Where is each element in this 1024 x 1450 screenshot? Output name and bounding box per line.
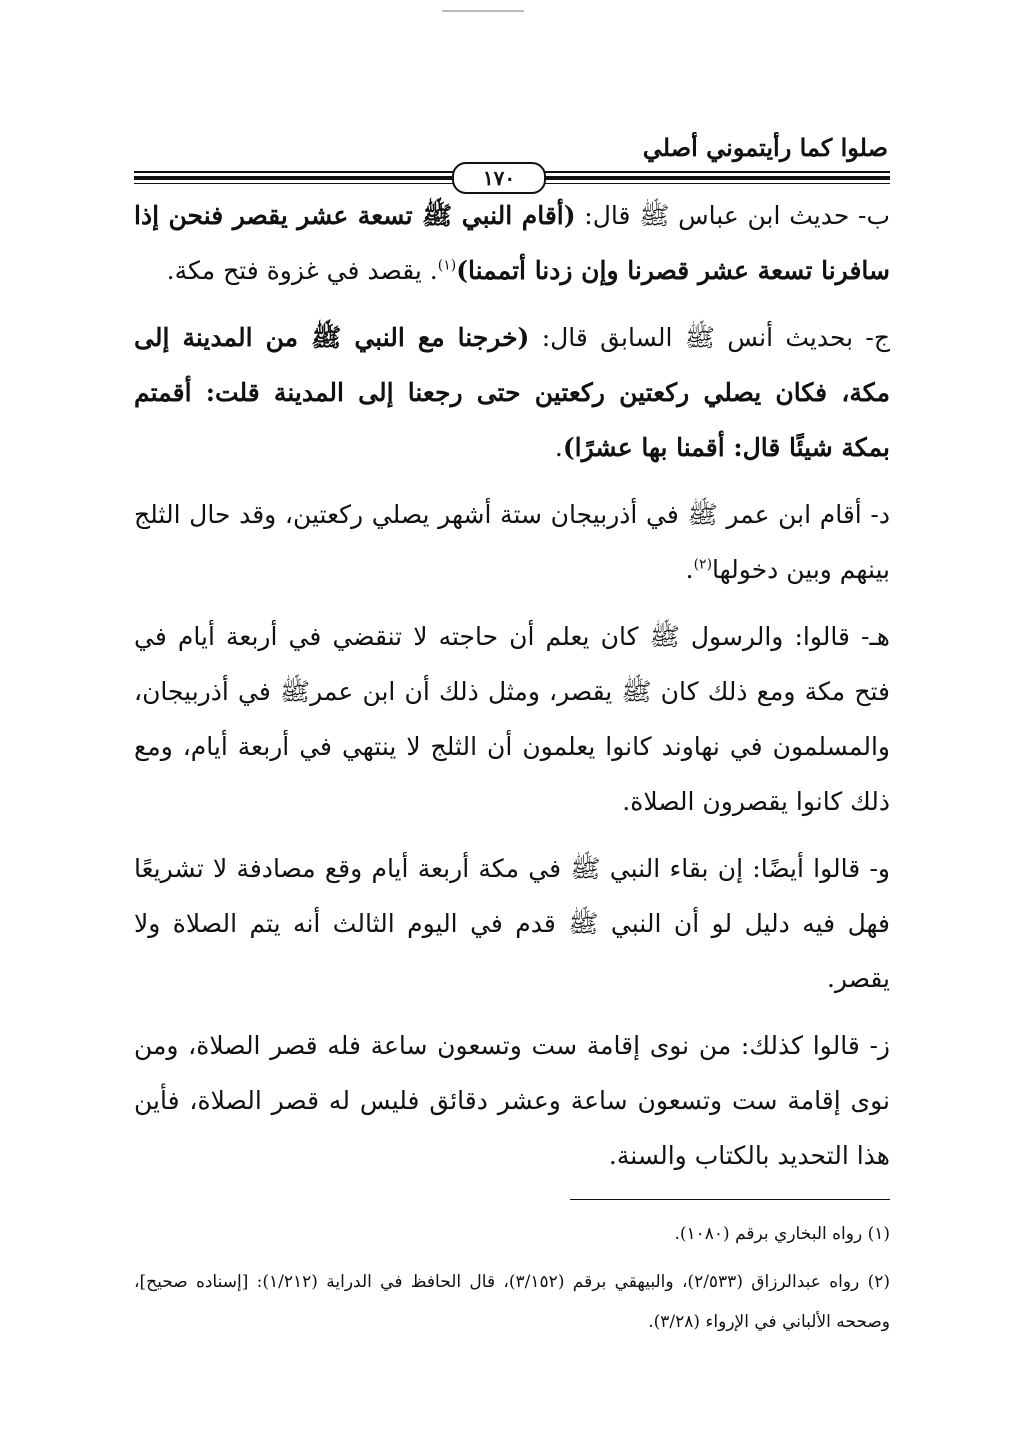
hadith-quote: (أقام النبي ﷺ تسعة عشر يقصر فنحن إذا سافرنا تسعة عشر قصرنا وإن زدنا أتممنا) [134, 201, 890, 285]
paragraph-label: هـ- [861, 622, 890, 651]
paragraph-text: قالوا كذلك: من نوى إقامة ست وتسعون ساعة فله قصر الصلاة، ومن نوى إقامة ست وتسعون ساعة وعشر دقائق فليس له قصر الصلاة، فأين هذا التحديد بالكتاب والسنة. [134, 1031, 890, 1170]
page-number-badge: ١٧٠ [452, 162, 546, 194]
paragraph-text: حديث ابن عباس ﷺ قال: [575, 201, 859, 230]
paragraph-b [134, 188, 890, 298]
paragraph-label: ز- [869, 1031, 890, 1060]
paragraph-label: د- [870, 500, 890, 529]
paragraph-label: ج- [865, 323, 890, 352]
paragraph-text: قالوا أيضًا: إن بقاء النبي ﷺ في مكة أربعة أيام وقع مصادفة لا تشريعًا فهل فيه دليل لو أن النبي ﷺ قدم في اليوم الثالث أنه يتم الصلاة ولا يقصر. [134, 854, 890, 993]
footnote-ref[interactable]: (٢) [693, 556, 713, 573]
top-edge-mark [442, 10, 524, 12]
footnote-1: (١) رواه البخاري برقم (١٠٨٠). [674, 1224, 890, 1244]
paragraph-h [134, 609, 890, 829]
paragraph-label: و- [869, 854, 890, 883]
footnote-separator [570, 1199, 890, 1200]
paragraph-j [134, 310, 890, 475]
paragraph-z [134, 1018, 890, 1183]
running-header-title: صلوا كما رأيتموني أصلي [642, 133, 888, 162]
paragraph-text: بحديث أنس ﷺ السابق قال: [529, 323, 866, 352]
hadith-quote: (خرجنا مع النبي ﷺ من المدينة إلى مكة، فكان يصلي ركعتين ركعتين حتى رجعنا إلى المدينة قلت: أقمتم بمكة شيئًا قال: أقمنا بها عشرًا) [134, 323, 890, 462]
paragraph-d [134, 487, 890, 597]
paragraph-text: . [554, 433, 563, 462]
paragraph-label: ب- [858, 201, 891, 230]
footnote-2: (٢) رواه عبدالرزاق (٢/٥٣٣)، والبيهقي برقم (٣/١٥٢)، قال الحافظ في الدراية (١/٢١٢): [إسناده صحيح]، وصححه الألباني في الإرواء (٣/٢٨). [134, 1272, 890, 1332]
paragraph-text: قالوا: والرسول ﷺ كان يعلم أن حاجته لا تنقضي في أربعة أيام في فتح مكة ومع ذلك كان ﷺ يقصر، ومثل ذلك أن ابن عمرﷺ في أذربيجان، والمسلمون في نهاوند كانوا يعلمون أن الثلج لا ينتهي في أربعة أيام، ومع ذلك كانوا يقصرون الصلاة. [134, 622, 890, 816]
footnote-ref[interactable]: (١) [437, 257, 457, 274]
paragraph-text: . [685, 555, 694, 584]
footnotes [134, 1214, 890, 1350]
paragraph-w [134, 841, 890, 1006]
paragraph-text: . يقصد في غزوة فتح مكة. [166, 256, 438, 285]
paragraph-text: أقام ابن عمر ﷺ في أذربيجان ستة أشهر يصلي ركعتين، وقد حال الثلج بينهم وبين دخولها [134, 500, 890, 584]
page-body [134, 188, 890, 1195]
